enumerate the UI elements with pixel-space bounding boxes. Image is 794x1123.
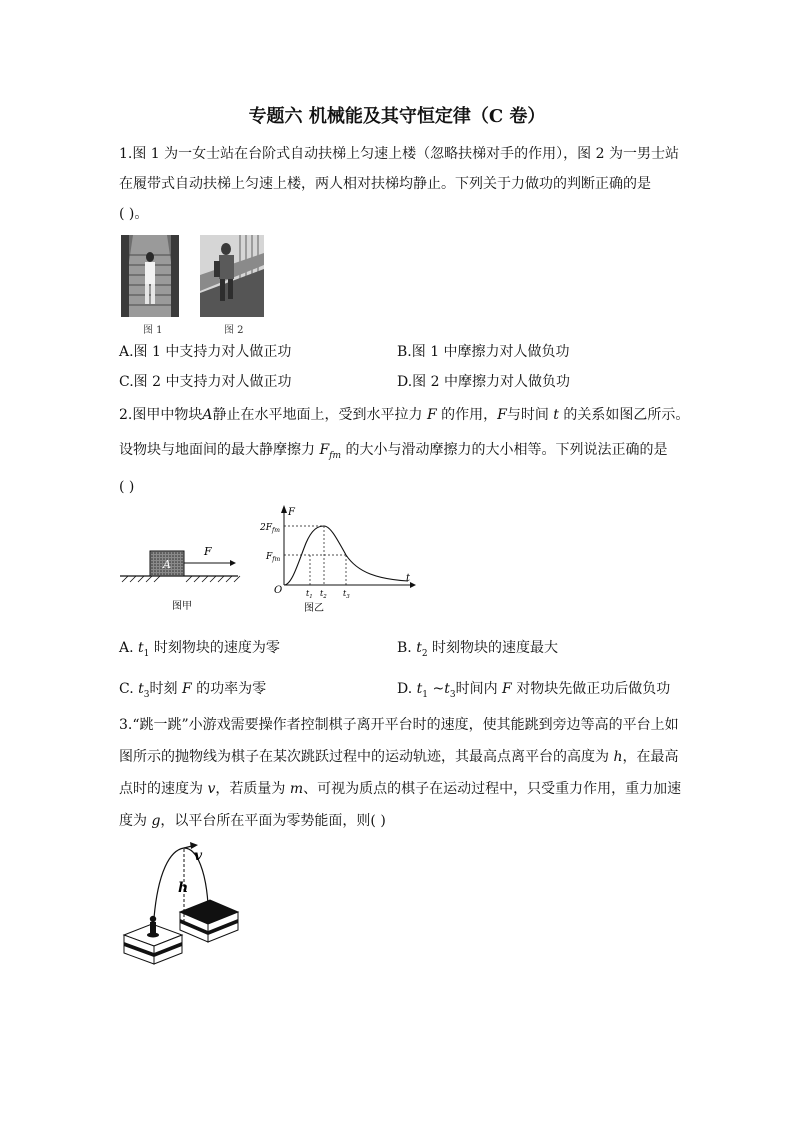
- q1-option-a[interactable]: A.图 1 中支持力对人做正功: [119, 344, 292, 360]
- q3-stem-line1: 3.“跳一跳”小游戏需要操作者控制棋子离开平台时的速度，使其能跳到旁边等高的平台上如: [119, 717, 679, 733]
- y-tick-2ffm: $2F_{fm}$: [260, 523, 280, 534]
- velocity-label: v: [194, 848, 203, 864]
- y-tick-ffm: $F_{fm}$: [266, 552, 281, 563]
- fig-jia-caption: 图甲: [172, 601, 192, 612]
- height-label: h: [178, 880, 189, 896]
- fig1-caption: 图 1: [143, 325, 163, 336]
- q2-option-b[interactable]: B. $t_2$ 时刻物块的速度最大: [397, 640, 559, 659]
- q3-stem-line4: 度为 g，以平台所在平面为零势能面，则( ): [119, 813, 386, 829]
- ground-hatch: [122, 576, 240, 582]
- y-axis-label: F: [288, 507, 295, 518]
- q1-stem-line2: 在履带式自动扶梯上匀速上楼，两人相对扶梯均静止。下列关于力做功的判断正确的是: [119, 176, 651, 192]
- q2-figure-yi: [258, 503, 418, 615]
- q2-stem-line2: 设物块与地面间的最大静摩擦力 $F_{fm}$ 的大小与滑动摩擦力的大小相等。下列说法正确的是: [119, 442, 668, 461]
- force-label: F: [204, 545, 212, 558]
- q1-stem-line3: ( )。: [119, 206, 149, 222]
- q3-jump-figure: [118, 838, 258, 970]
- q1-option-d[interactable]: D.图 2 中摩擦力对人做负功: [397, 374, 570, 390]
- q2-figure-jia: [118, 540, 243, 615]
- q3-stem-line2: 图所示的抛物线为棋子在某次跳跃过程中的运动轨迹，其最高点离平台的高度为 h，在最高: [119, 749, 679, 765]
- x-tick-t3: $t_3$: [343, 589, 350, 600]
- q1-option-b[interactable]: B.图 1 中摩擦力对人做负功: [397, 344, 570, 360]
- block-a-label: A: [163, 558, 171, 571]
- q2-stem-line3: ( ): [119, 479, 135, 495]
- page-title: 专题六 机械能及其守恒定律（C 卷）: [248, 106, 546, 127]
- x-tick-t1: $t_1$: [306, 589, 313, 600]
- q1-stem-line1: 1.图 1 为一女士站在台阶式自动扶梯上匀速上楼（忽略扶梯对手的作用），图 2 为一男士站: [119, 146, 679, 162]
- x-axis-label: t: [406, 573, 411, 584]
- x-tick-t2: $t_2$: [320, 589, 327, 600]
- escalator-photo-1: [121, 235, 179, 317]
- q1-option-c[interactable]: C.图 2 中支持力对人做正功: [119, 374, 292, 390]
- q3-stem-line3: 点时的速度为 v，若质量为 m、可视为质点的棋子在运动过程中，只受重力作用，重力加速: [119, 781, 682, 797]
- escalator-photo-2: [200, 235, 264, 317]
- fig2-caption: 图 2: [224, 325, 244, 336]
- force-arrowhead: [230, 560, 236, 566]
- fig-yi-caption: 图乙: [304, 603, 324, 614]
- origin-label: O: [274, 585, 283, 596]
- q2-option-a[interactable]: A. $t_1$ 时刻物块的速度为零: [119, 640, 280, 659]
- q2-stem-line1: 2.图甲中物块A静止在水平地面上，受到水平拉力 F 的作用，F与时间 t 的关系如图乙所示。: [119, 407, 690, 423]
- q2-option-d[interactable]: D. $t_1$ $\sim t_3$时间内 F 对物块先做正功后做负功: [397, 681, 671, 700]
- q2-option-c[interactable]: C. $t_3$时刻 F 的功率为零: [119, 681, 267, 700]
